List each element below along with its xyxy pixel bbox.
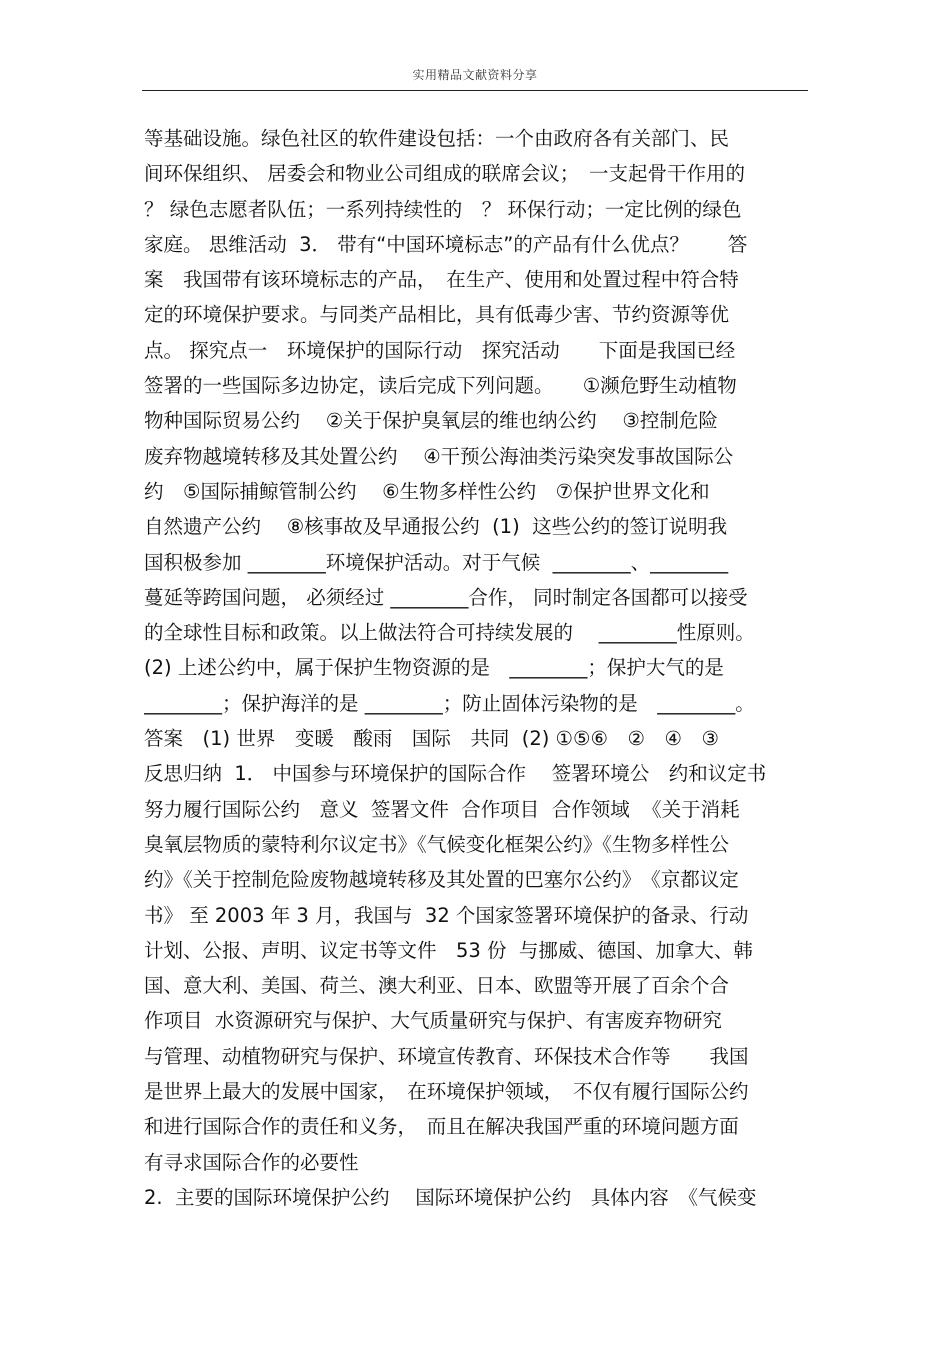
text-line: 约》《关于控制危险废物越境转移及其处置的巴塞尔公约》 《京都议定 [144, 868, 739, 892]
text-line: 签署的一些国际多边协定，读后完成下列问题。 ①濒危野生动植物 [144, 374, 737, 398]
text-line: ________；保护海洋的是 ________；防止固体污染物的是 ________。 [144, 691, 755, 715]
text-line: 自然遗产公约 ⑧核事故及早通报公约 (1) 这些公约的签订说明我 [144, 515, 728, 539]
text-line: 反思归纳 1． 中国参与环境保护的国际合作 签署环境公 约和议定书 [144, 762, 767, 786]
text-line: 努力履行国际公约 意义 签署文件 合作项目 合作领域 《关于消耗 [144, 797, 740, 821]
text-line: 家庭。 思维活动 3． 带有“中国环境标志”的产品有什么优点？ 答 [144, 232, 748, 256]
text-line: 的全球性目标和政策。以上做法符合可持续发展的 ________性原则。 [144, 621, 755, 645]
text-line: 定的环境保护要求。与同类产品相比，具有低毒少害、节约资源等优 [144, 303, 730, 327]
text-line: 废弃物越境转移及其处置公约 ④干预公海油类污染突发事故国际公 [144, 444, 734, 468]
text-line: (2) 上述公约中，属于保护生物资源的是 ________；保护大气的是 [144, 656, 724, 680]
text-line: 书》 至 2003 年 3 月，我国与 32 个国家签署环境保护的备录、行动 [144, 903, 749, 927]
header-divider [142, 90, 808, 91]
text-line: 2. 主要的国际环境保护公约 国际环境保护公约 具体内容 《气候变 [144, 1185, 757, 1209]
text-line: 计划、公报、声明、议定书等文件 53 份 与挪威、德国、加拿大、韩 [144, 938, 753, 962]
document-body [144, 121, 814, 1215]
text-line: 作项目 水资源研究与保护、大气质量研究与保护、有害废弃物研究 [144, 1009, 722, 1033]
text-line: 臭氧层物质的蒙特利尔议定书》《气候变化框架公约》《生物多样性公 [144, 832, 730, 856]
text-line: 和进行国际合作的责任和义务， 而且在解决我国严重的环境问题方面 [144, 1115, 739, 1139]
text-line: ？ 绿色志愿者队伍；一系列持续性的 ？ 环保行动；一定比例的绿色 [144, 197, 742, 221]
text-line: 物种国际贸易公约 ②关于保护臭氧层的维也纳公约 ③控制危险 [144, 409, 718, 433]
text-line: 与管理、动植物研究与保护、环境宣传教育、环保技术合作等 我国 [144, 1044, 749, 1068]
text-line: 答案 (1) 世界 变暖 酸雨 国际 共同 (2) ①⑤⑥ ② ④ ③ [144, 727, 719, 751]
text-line: 案 我国带有该环境标志的产品， 在生产、使用和处置过程中符合特 [144, 268, 739, 292]
text-line: 点。 探究点一 环境保护的国际行动 探究活动 下面是我国已经 [144, 338, 736, 362]
text-line: 是世界上最大的发展中国家， 在环境保护领域， 不仅有履行国际公约 [144, 1080, 749, 1104]
text-line: 国积极参加 ________环境保护活动。对于气候 ________、________ [144, 550, 729, 574]
text-line: 有寻求国际合作的必要性 [144, 1150, 359, 1174]
text-line: 约 ⑤国际捕鲸管制公约 ⑥生物多样性公约 ⑦保护世界文化和 [144, 479, 710, 503]
text-line: 国、意大利、美国、荷兰、澳大利亚、日本、欧盟等开展了百余个合 [144, 974, 730, 998]
page-header-title: 实用精品文献资料分享 [412, 68, 538, 82]
text-line: 蔓延等跨国问题， 必须经过 ________合作， 同时制定各国都可以接受 [144, 585, 748, 609]
text-line: 间环保组织、 居委会和物业公司组成的联席会议； 一支起骨干作用的 [144, 162, 745, 186]
text-line: 等基础设施。绿色社区的软件建设包括：一个由政府各有关部门、民 [144, 127, 730, 150]
